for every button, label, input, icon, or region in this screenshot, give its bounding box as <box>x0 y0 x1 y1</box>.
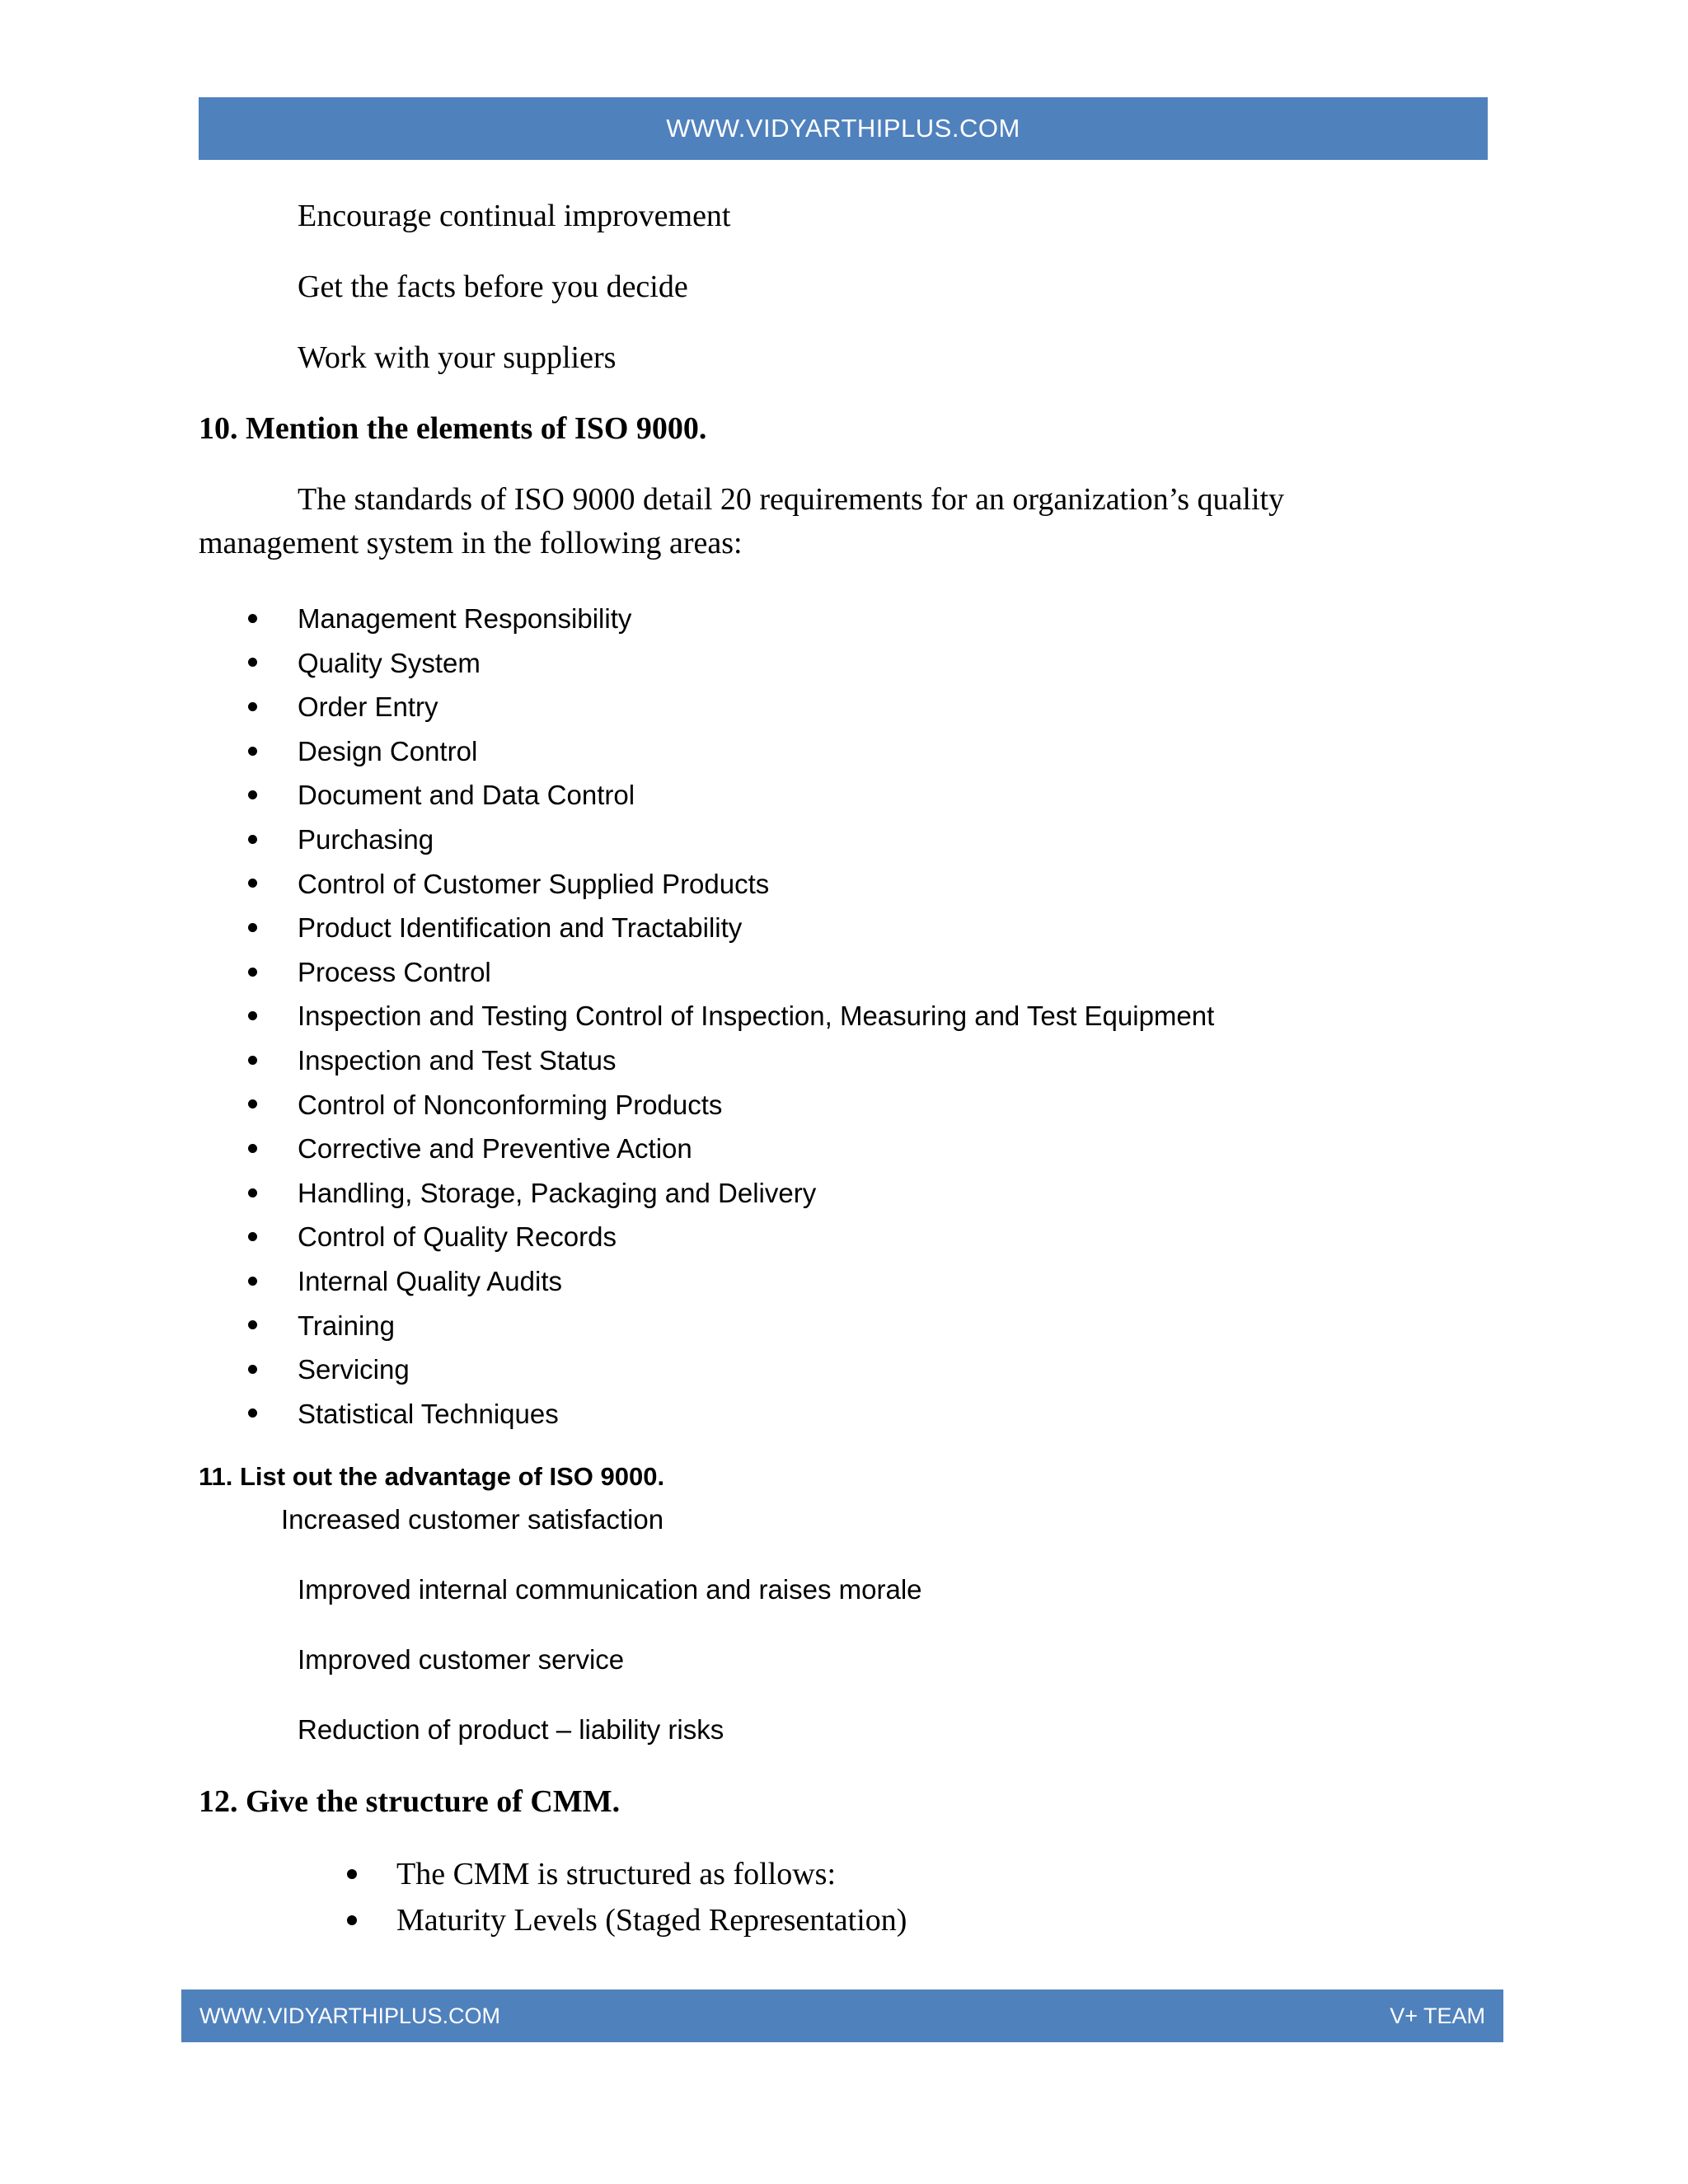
list-item <box>199 1259 1214 1304</box>
list-item <box>199 641 1214 686</box>
advantage-line: Improved customer service <box>298 1644 625 1675</box>
cmm-structure-list <box>347 1851 907 1943</box>
q10-paragraph: The standards of ISO 9000 detail 20 requirements for an organization’s quality management system in the following areas: <box>199 482 1285 560</box>
list-item-label: The CMM is structured as follows: <box>396 1857 837 1891</box>
list-item-label: Document and Data Control <box>298 780 635 811</box>
bullet-icon <box>248 968 257 977</box>
list-item <box>199 1304 1214 1348</box>
list-item <box>199 1215 1214 1259</box>
bullet-icon <box>248 835 257 844</box>
bullet-icon <box>248 1011 257 1020</box>
list-item <box>199 1127 1214 1171</box>
bullet-icon <box>347 1915 357 1925</box>
list-item <box>199 994 1214 1038</box>
bullet-icon <box>347 1869 357 1879</box>
bullet-icon <box>248 1232 257 1241</box>
list-item <box>199 1347 1214 1392</box>
q10-heading: 10. Mention the elements of ISO 9000. <box>199 411 707 446</box>
bullet-icon <box>248 1188 257 1197</box>
list-item-label: Inspection and Testing Control of Inspection, Measuring and Test Equipment <box>298 1001 1215 1032</box>
bullet-icon <box>248 1099 257 1108</box>
q11-heading: 11. List out the advantage of ISO 9000. <box>199 1462 665 1491</box>
list-item-label: Internal Quality Audits <box>298 1265 563 1296</box>
bullet-icon <box>248 879 257 888</box>
list-item <box>199 1171 1214 1216</box>
footer-site-label: WWW.VIDYARTHIPLUS.COM <box>199 2003 501 2028</box>
intro-line: Get the facts before you decide <box>298 269 688 304</box>
list-item-label: Inspection and Test Status <box>298 1044 617 1076</box>
bullet-icon <box>248 1056 257 1065</box>
list-item-label: Process Control <box>298 956 491 987</box>
list-item-label: Management Responsibility <box>298 603 632 634</box>
list-item-label: Design Control <box>298 735 478 766</box>
bullet-icon <box>248 923 257 932</box>
list-item-label: Order Entry <box>298 691 438 723</box>
list-item <box>199 862 1214 907</box>
list-item-label: Quality System <box>298 647 481 678</box>
list-item-label: Control of Quality Records <box>298 1221 617 1253</box>
bullet-icon <box>248 1408 257 1418</box>
page-footer <box>181 1990 1503 2042</box>
list-item-label: Corrective and Preventive Action <box>298 1133 692 1165</box>
list-item-label: Handling, Storage, Packaging and Delivery <box>298 1177 817 1208</box>
list-item <box>199 685 1214 729</box>
bullet-icon <box>248 614 257 623</box>
bullet-icon <box>248 1144 257 1153</box>
list-item <box>199 818 1214 862</box>
list-item <box>199 1038 1214 1083</box>
bullet-icon <box>248 1277 257 1286</box>
list-item-label: Servicing <box>298 1354 410 1385</box>
advantage-line: Increased customer satisfaction <box>281 1504 664 1535</box>
list-item-label: Control of Nonconforming Products <box>298 1089 723 1120</box>
list-item <box>199 906 1214 950</box>
bullet-icon <box>248 658 257 667</box>
list-item-label: Statistical Techniques <box>298 1398 559 1429</box>
list-item-label: Product Identification and Tractability <box>298 912 743 944</box>
list-item-label: Control of Customer Supplied Products <box>298 868 770 899</box>
list-item <box>199 729 1214 774</box>
iso-elements-list <box>199 597 1214 1436</box>
list-item-label: Purchasing <box>298 823 434 855</box>
list-item <box>199 950 1214 995</box>
q12-heading: 12. Give the structure of CMM. <box>199 1784 621 1819</box>
bullet-icon <box>248 1365 257 1374</box>
list-item <box>199 773 1214 818</box>
bullet-icon <box>248 1320 257 1329</box>
list-item <box>199 597 1214 641</box>
header-site-label: WWW.VIDYARTHIPLUS.COM <box>666 114 1020 143</box>
advantage-line: Reduction of product – liability risks <box>298 1714 724 1745</box>
list-item <box>199 1083 1214 1127</box>
list-item-label: Maturity Levels (Staged Representation) <box>396 1903 907 1938</box>
page-header <box>199 97 1488 160</box>
list-item <box>199 1392 1214 1436</box>
list-item <box>347 1897 907 1943</box>
intro-line: Work with your suppliers <box>298 340 617 375</box>
list-item-label: Training <box>298 1310 395 1341</box>
advantage-line: Improved internal communication and raises morale <box>298 1574 922 1605</box>
bullet-icon <box>248 747 257 756</box>
bullet-icon <box>248 702 257 711</box>
list-item <box>347 1851 907 1897</box>
bullet-icon <box>248 790 257 799</box>
footer-team-label: V+ TEAM <box>1390 2003 1485 2028</box>
intro-line: Encourage continual improvement <box>298 199 731 233</box>
